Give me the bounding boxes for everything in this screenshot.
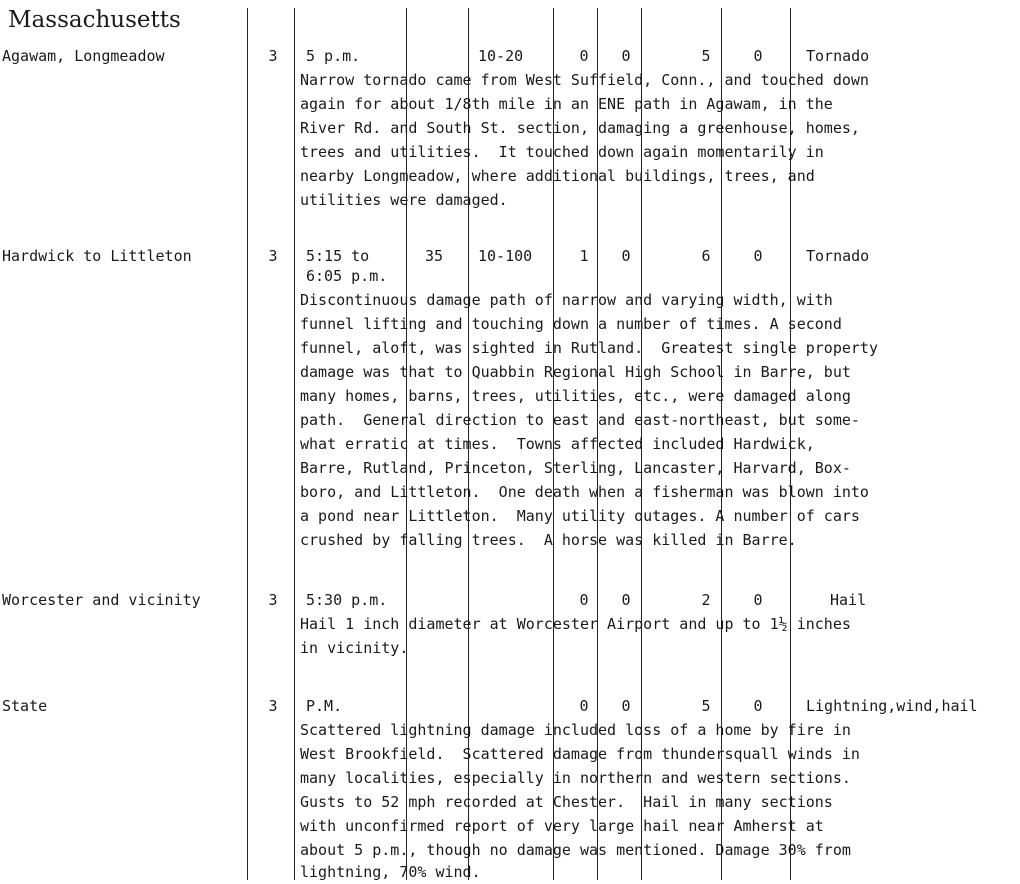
narrative-line: crushed by falling trees. A horse was killed in Barre. (300, 531, 797, 549)
path-length-value: 10-20 (478, 47, 524, 65)
narrative-line: in vicinity. (300, 639, 409, 657)
killed-value: 0 (579, 591, 589, 609)
narrative-line: a pond near Littleton. Many utility outages. A number of cars (300, 507, 860, 525)
place-name: State (2, 697, 48, 715)
narrative-line: lightning, 70% wind. (300, 863, 481, 881)
time-value: 5:30 p.m. (306, 591, 388, 609)
injured-value: 0 (621, 697, 631, 715)
property-damage-value: 5 (701, 47, 711, 65)
day-value: 3 (268, 247, 278, 265)
property-damage-value: 5 (701, 697, 711, 715)
narrative-line: Barre, Rutland, Princeton, Sterling, Lancaster, Harvard, Box- (300, 459, 851, 477)
day-value: 3 (268, 591, 278, 609)
narrative-line: boro, and Littleton. One death when a fisherman was blown into (300, 483, 869, 501)
column-rule (294, 8, 295, 880)
path-width-value: 35 (424, 247, 444, 265)
injured-value: 0 (621, 247, 631, 265)
injured-value: 0 (621, 47, 631, 65)
time-value: 6:05 p.m. (306, 267, 388, 285)
narrative-line: again for about 1/8th mile in an ENE path in Agawam, in the (300, 95, 833, 113)
storm-character: Tornado (806, 247, 870, 265)
place-name: Worcester and vicinity (2, 591, 201, 609)
time-value: 5 p.m. (306, 47, 361, 65)
place-name: Hardwick to Littleton (2, 247, 192, 265)
property-damage-value: 2 (701, 591, 711, 609)
day-value: 3 (268, 47, 278, 65)
time-value: 5:15 to (306, 247, 370, 265)
state-heading: Massachusetts (8, 7, 181, 33)
narrative-line: many homes, barns, trees, utilities, etc., were damaged along (300, 387, 851, 405)
narrative-line: Narrow tornado came from West Suffield, Conn., and touched down (300, 71, 869, 89)
killed-value: 0 (579, 47, 589, 65)
day-value: 3 (268, 697, 278, 715)
narrative-line: Scattered lightning damage included loss of a home by fire in (300, 721, 851, 739)
narrative-line: what erratic at times. Towns affected included Hardwick, (300, 435, 815, 453)
narrative-line: damage was that to Quabbin Regional High School in Barre, but (300, 363, 851, 381)
narrative-line: utilities were damaged. (300, 191, 508, 209)
narrative-line: about 5 p.m., though no damage was mentioned. Damage 30% from (300, 841, 851, 859)
time-value: P.M. (306, 697, 343, 715)
storm-character: Hail (830, 591, 867, 609)
narrative-line: with unconfirmed report of very large hail near Amherst at (300, 817, 824, 835)
path-length-value: 10-100 (478, 247, 533, 265)
narrative-line: West Brookfield. Scattered damage from thundersquall winds in (300, 745, 860, 763)
narrative-line: path. General direction to east and east-northeast, but some- (300, 411, 860, 429)
storm-character: Tornado (806, 47, 870, 65)
injured-value: 0 (621, 591, 631, 609)
narrative-line: nearby Longmeadow, where additional buildings, trees, and (300, 167, 815, 185)
storm-character: Lightning,wind,hail (806, 697, 978, 715)
narrative-line: many localities, especially in northern and western sections. (300, 769, 851, 787)
place-name: Agawam, Longmeadow (2, 47, 165, 65)
narrative-line: River Rd. and South St. section, damaging a greenhouse, homes, (300, 119, 860, 137)
crop-damage-value: 0 (753, 247, 763, 265)
narrative-line: Gusts to 52 mph recorded at Chester. Hail in many sections (300, 793, 833, 811)
narrative-line: funnel lifting and touching down a number of times. A second (300, 315, 842, 333)
killed-value: 1 (579, 247, 589, 265)
property-damage-value: 6 (701, 247, 711, 265)
narrative-line: Hail 1 inch diameter at Worcester Airport and up to 1½ inches (300, 615, 851, 633)
crop-damage-value: 0 (753, 591, 763, 609)
killed-value: 0 (579, 697, 589, 715)
column-rule (247, 8, 248, 880)
narrative-line: Discontinuous damage path of narrow and varying width, with (300, 291, 833, 309)
crop-damage-value: 0 (753, 697, 763, 715)
narrative-line: trees and utilities. It touched down again momentarily in (300, 143, 824, 161)
crop-damage-value: 0 (753, 47, 763, 65)
narrative-line: funnel, aloft, was sighted in Rutland. Greatest single property (300, 339, 878, 357)
